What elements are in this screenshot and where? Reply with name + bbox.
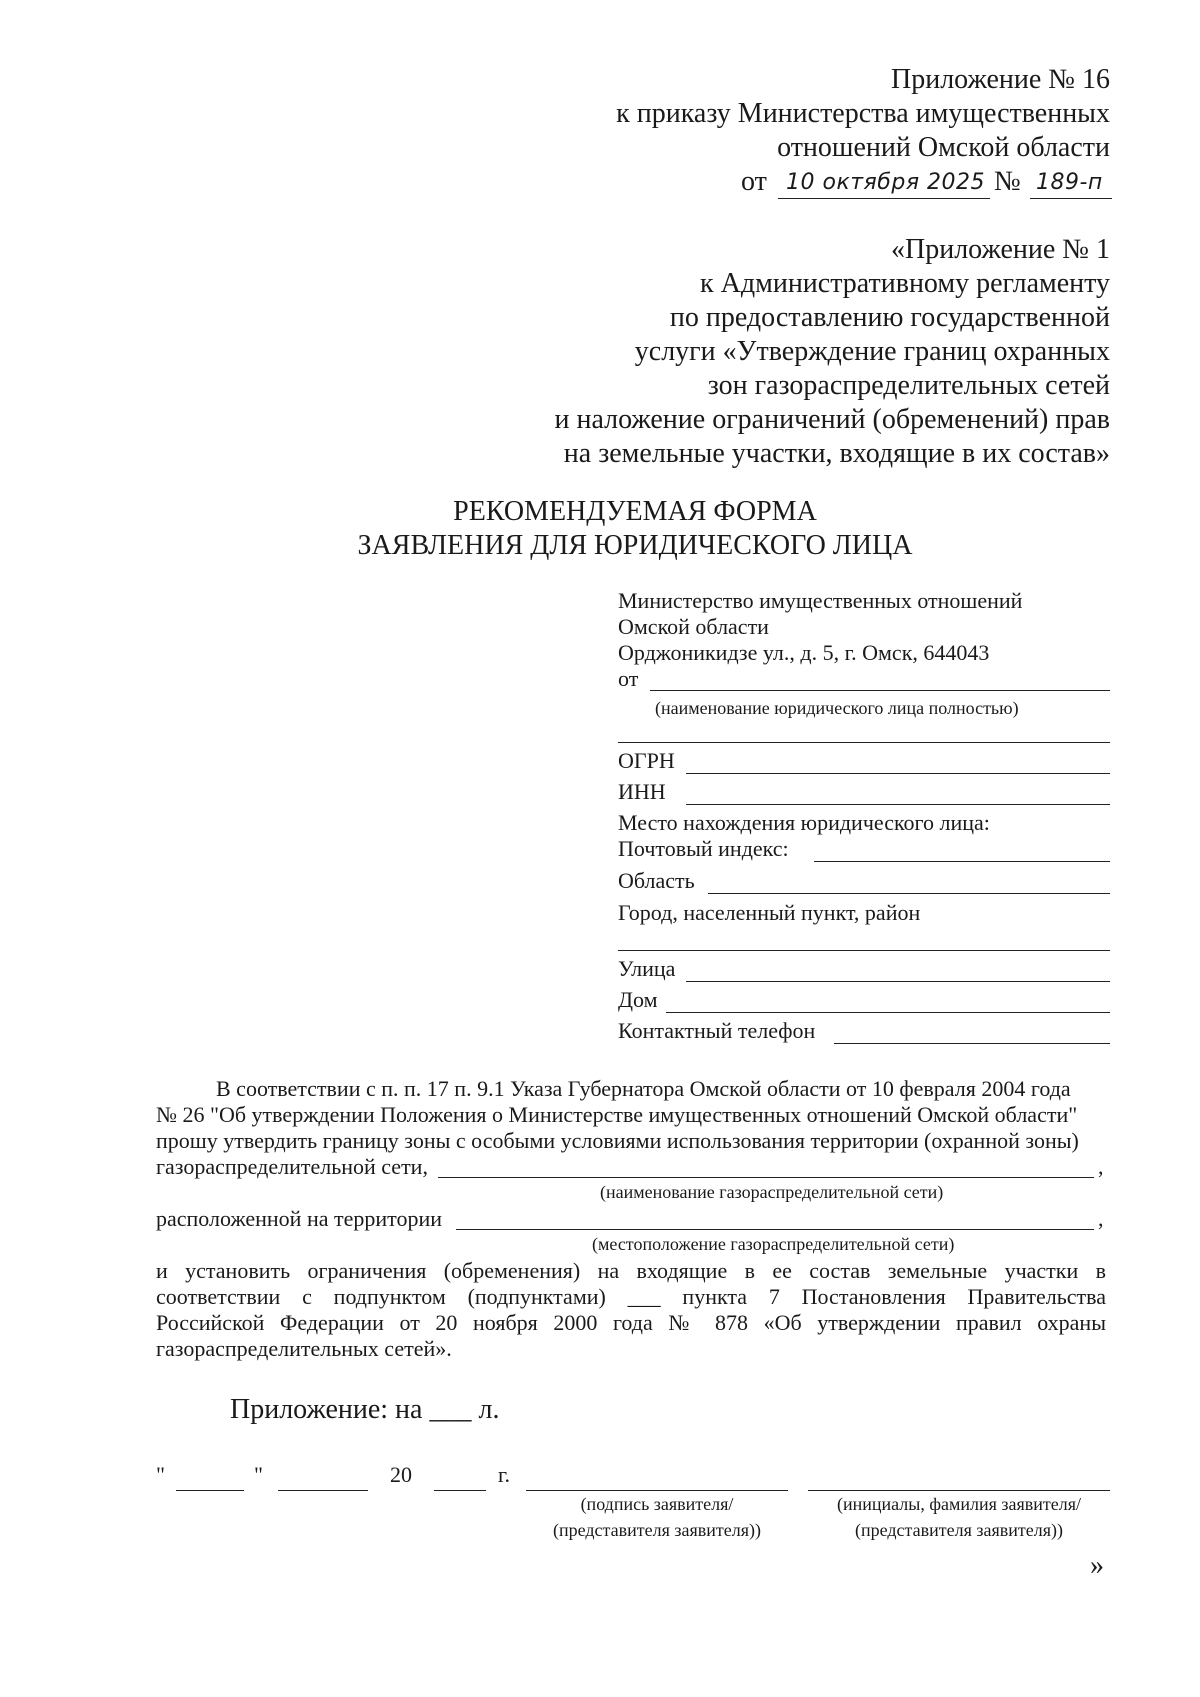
date-month-field[interactable]	[278, 1490, 368, 1491]
network-name-field[interactable]	[438, 1177, 1094, 1178]
appendix-1-line-3: по предоставлению государственной	[669, 302, 1110, 333]
appendix-1-line-7: на земельные участки, входящие в их состав»	[563, 438, 1110, 469]
order-date-line	[778, 198, 990, 199]
order-number-line	[1030, 198, 1112, 199]
ministry-region: Омской области	[618, 614, 769, 639]
date-quote-open: "	[156, 1462, 165, 1487]
applicant-name-field-2[interactable]	[618, 742, 1110, 743]
body-p2-line-2: соответствии с подпунктом (подпунктами) ___ пункта 7 Постановления Правительства	[156, 1284, 1106, 1309]
body-p2-line-4: газораспределительных сетей».	[156, 1336, 452, 1361]
network-name-hint: (наименование газораспределительной сети)	[600, 1182, 944, 1202]
located-label: расположенной на территории	[156, 1206, 442, 1231]
initials-hint-line-2: (представителя заявителя))	[855, 1520, 1063, 1540]
closing-quote: »	[1090, 1550, 1104, 1581]
form-title-line-1: РЕКОМЕНДУЕМАЯ ФОРМА	[453, 496, 817, 527]
body-p1-line-1: В соответствии с п. п. 17 п. 9.1 Указа Губернатора Омской области от 10 февраля 2004 года	[216, 1076, 1071, 1101]
city-label: Город, населенный пункт, район	[618, 900, 921, 925]
network-comma: ,	[1098, 1154, 1104, 1179]
house-label: Дом	[618, 987, 658, 1012]
date-year-suffix: г.	[498, 1462, 511, 1487]
body-p1-line-4: газораспределительной сети,	[156, 1154, 428, 1179]
appendix-1-line-5: зон газораспределительных сетей	[707, 370, 1110, 401]
order-line-2: к приказу Министерства имущественных	[616, 98, 1110, 129]
applicant-name-hint: (наименование юридического лица полностью)	[655, 698, 1019, 718]
ministry-address: Орджоникидзе ул., д. 5, г. Омск, 644043	[618, 640, 990, 665]
house-field[interactable]	[666, 1012, 1110, 1013]
phone-label: Контактный телефон	[618, 1018, 816, 1043]
city-field[interactable]	[618, 950, 1110, 951]
body-p1-line-2: № 26 "Об утверждении Положения о Министерстве имущественных отношений Омской области"	[156, 1102, 1078, 1127]
order-line-3: отношений Омской области	[777, 132, 1110, 163]
order-number-handwritten: 189-п	[1036, 170, 1103, 195]
appendix-1-line-1: «Приложение № 1	[891, 234, 1110, 265]
network-location-field[interactable]	[456, 1229, 1094, 1230]
signature-hint-line-1: (подпись заявителя/	[580, 1494, 734, 1514]
signature-hint-line-2: (представителя заявителя))	[553, 1520, 761, 1540]
applicant-name-field[interactable]	[650, 690, 1110, 691]
date-quote-close: "	[254, 1462, 263, 1487]
order-from-prefix: от	[741, 166, 767, 197]
applicant-initials-field[interactable]	[808, 1490, 1110, 1491]
location-comma: ,	[1098, 1206, 1104, 1231]
street-field[interactable]	[686, 981, 1110, 982]
region-field[interactable]	[708, 893, 1110, 894]
signature-field[interactable]	[526, 1490, 788, 1491]
form-title-line-2: ЗАЯВЛЕНИЯ ДЛЯ ЮРИДИЧЕСКОГО ЛИЦА	[357, 530, 913, 561]
region-label: Область	[618, 868, 695, 893]
inn-label: ИНН	[618, 779, 666, 804]
body-p2-line-1: и установить ограничения (обременения) на входящие в ее состав земельные участки в	[156, 1258, 1106, 1283]
appendix-1-line-2: к Административному регламенту	[700, 268, 1110, 299]
appendix-1-line-6: и наложение ограничений (обременений) прав	[554, 404, 1110, 435]
appendix-1-line-4: услуги «Утверждение границ охранных	[634, 336, 1110, 367]
postal-code-label: Почтовый индекс:	[618, 836, 789, 861]
network-location-hint: (местоположение газораспределительной сети)	[592, 1234, 955, 1254]
street-label: Улица	[618, 956, 676, 981]
ogrn-field[interactable]	[686, 773, 1110, 774]
phone-field[interactable]	[834, 1043, 1110, 1044]
appendix-16-label: Приложение № 16	[891, 64, 1110, 95]
date-day-field[interactable]	[176, 1490, 244, 1491]
attachment-line: Приложение: на ___ л.	[230, 1394, 500, 1425]
postal-code-field[interactable]	[814, 861, 1110, 862]
applicant-from-label: от	[618, 666, 639, 691]
inn-field[interactable]	[686, 804, 1110, 805]
initials-hint-line-1: (инициалы, фамилия заявителя/	[836, 1494, 1082, 1514]
date-year-prefix: 20	[390, 1462, 412, 1487]
ministry-name: Министерство имущественных отношений	[618, 588, 1023, 613]
ogrn-label: ОГРН	[618, 748, 675, 773]
body-p2-line-3: Российской Федерации от 20 ноября 2000 года № 878 «Об утверждении правил охраны	[156, 1310, 1106, 1335]
location-label: Место нахождения юридического лица:	[618, 810, 990, 835]
body-p1-line-3: прошу утвердить границу зоны с особыми условиями использования территории (охранной зоны)	[156, 1128, 1079, 1153]
order-date-handwritten: 10 октября 2025	[786, 170, 986, 195]
date-year-field[interactable]	[434, 1490, 486, 1491]
order-number-prefix: №	[994, 166, 1021, 197]
